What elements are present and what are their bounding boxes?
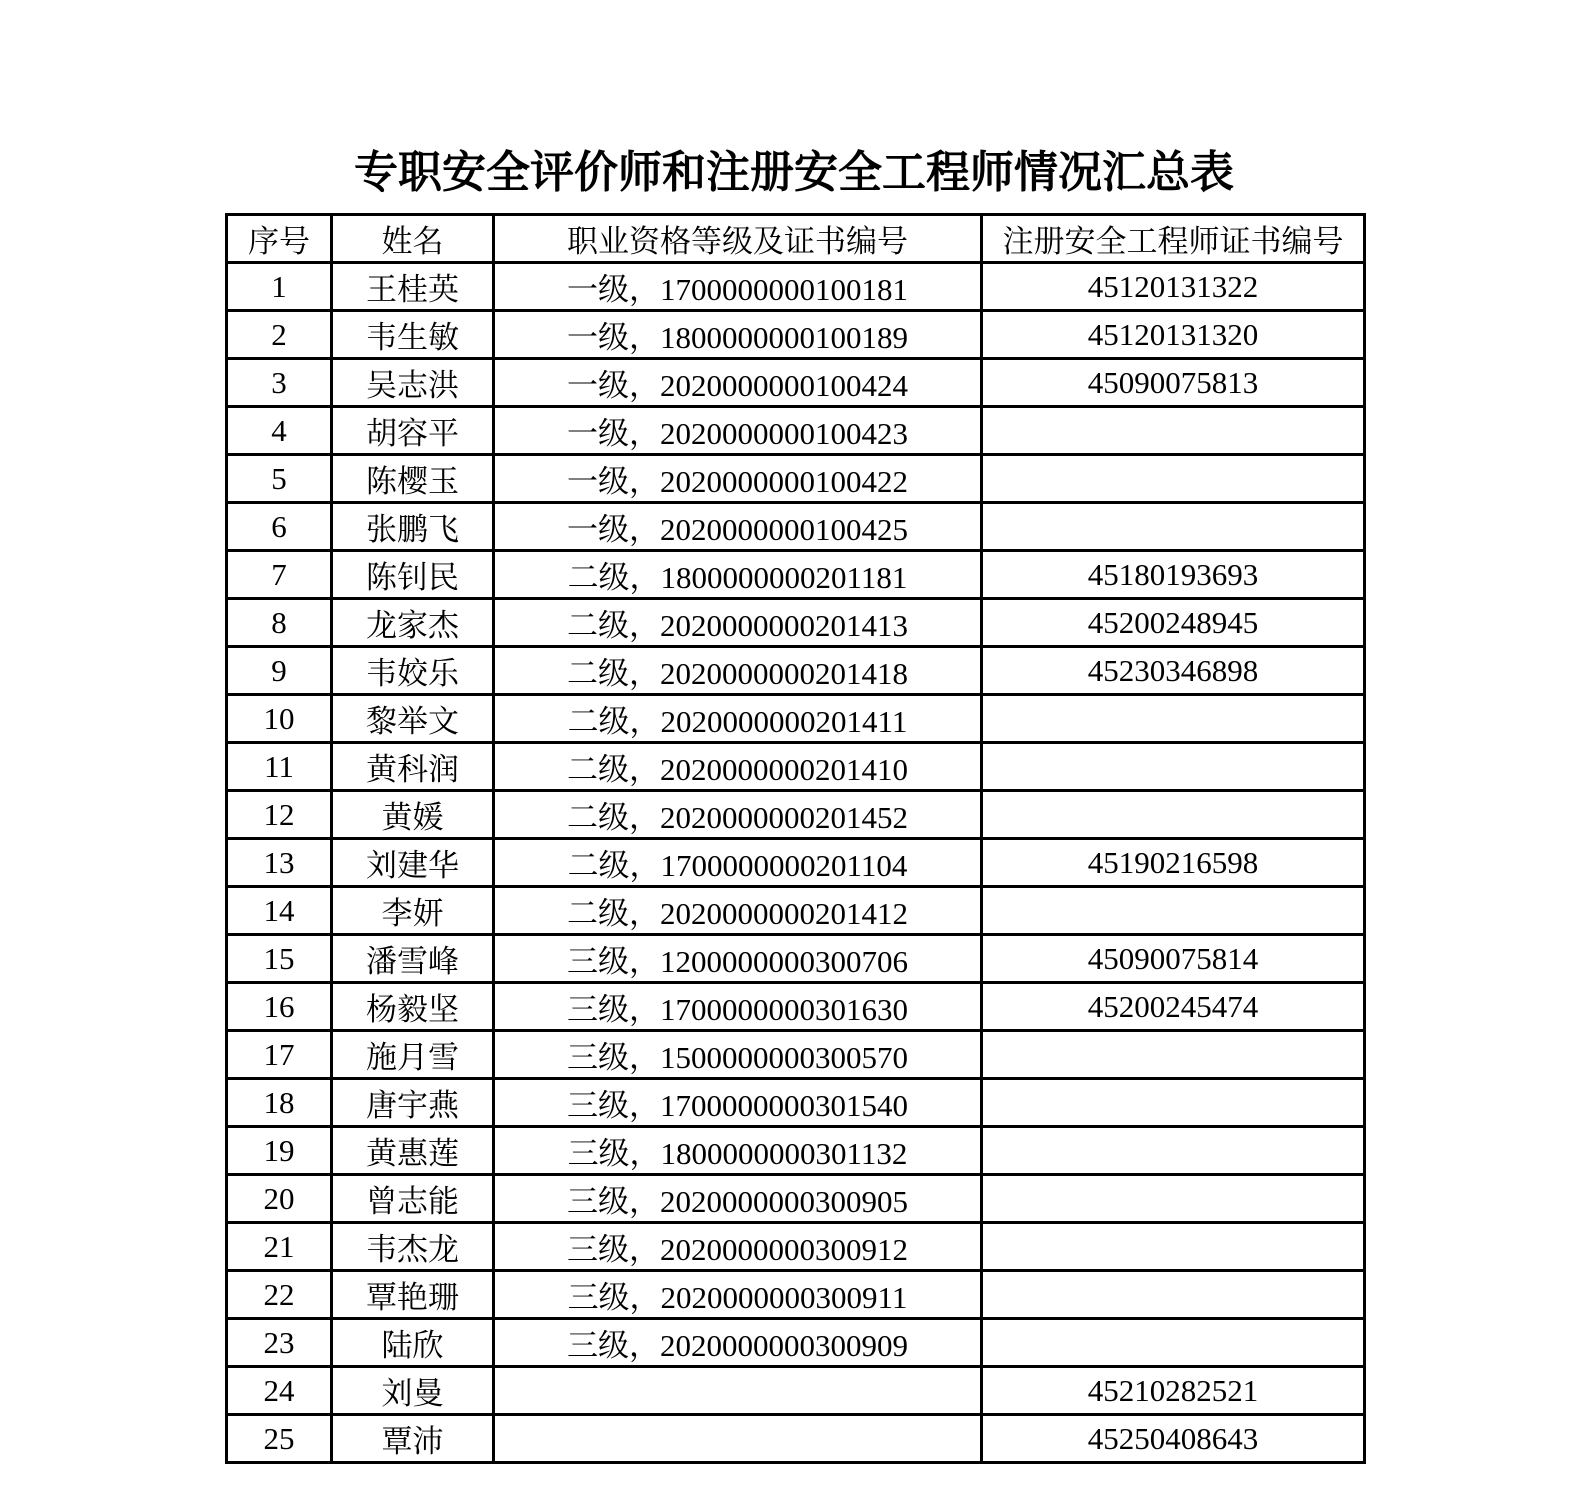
cell-qualification: 三级，2020000000300911 (494, 1271, 982, 1319)
cell-name: 李妍 (332, 887, 494, 935)
header-name: 姓名 (332, 215, 494, 263)
cell-qualification: 一级，1700000000100181 (494, 263, 982, 311)
table-row (227, 407, 1365, 455)
table-row (227, 983, 1365, 1031)
cell-no: 22 (227, 1271, 332, 1319)
cell-registration (982, 407, 1365, 455)
table-row (227, 743, 1365, 791)
cell-qualification: 一级，2020000000100424 (494, 359, 982, 407)
cell-registration: 45090075813 (982, 359, 1365, 407)
table-row (227, 695, 1365, 743)
cell-qualification: 三级，1500000000300570 (494, 1031, 982, 1079)
table-row (227, 1319, 1365, 1367)
cell-qualification: 二级，2020000000201410 (494, 743, 982, 791)
cell-registration: 45090075814 (982, 935, 1365, 983)
cell-name: 潘雪峰 (332, 935, 494, 983)
cell-qualification: 一级，2020000000100425 (494, 503, 982, 551)
table-row (227, 935, 1365, 983)
cell-registration (982, 743, 1365, 791)
table-row (227, 263, 1365, 311)
cell-name: 陈樱玉 (332, 455, 494, 503)
cell-no: 20 (227, 1175, 332, 1223)
cell-no: 2 (227, 311, 332, 359)
cell-qualification: 三级，1800000000301132 (494, 1127, 982, 1175)
table-row (227, 647, 1365, 695)
cell-qualification: 三级，1700000000301540 (494, 1079, 982, 1127)
cell-name: 黎举文 (332, 695, 494, 743)
cell-registration (982, 887, 1365, 935)
table-row (227, 791, 1365, 839)
cell-no: 10 (227, 695, 332, 743)
cell-registration: 45200245474 (982, 983, 1365, 1031)
summary-table (225, 213, 1366, 1464)
cell-name: 黄媛 (332, 791, 494, 839)
cell-qualification: 二级，2020000000201418 (494, 647, 982, 695)
cell-qualification: 一级，2020000000100422 (494, 455, 982, 503)
cell-qualification (494, 1367, 982, 1415)
cell-registration: 45210282521 (982, 1367, 1365, 1415)
cell-no: 15 (227, 935, 332, 983)
table-body (227, 263, 1365, 1463)
cell-registration: 45180193693 (982, 551, 1365, 599)
table-row (227, 551, 1365, 599)
table-row (227, 1079, 1365, 1127)
table-row (227, 887, 1365, 935)
cell-no: 14 (227, 887, 332, 935)
cell-name: 韦姣乐 (332, 647, 494, 695)
cell-registration: 45200248945 (982, 599, 1365, 647)
table-row (227, 1223, 1365, 1271)
cell-no: 12 (227, 791, 332, 839)
cell-registration (982, 1319, 1365, 1367)
table-row (227, 599, 1365, 647)
cell-no: 7 (227, 551, 332, 599)
cell-no: 5 (227, 455, 332, 503)
cell-name: 韦生敏 (332, 311, 494, 359)
cell-registration (982, 1223, 1365, 1271)
table-row (227, 1367, 1365, 1415)
cell-qualification: 一级，1800000000100189 (494, 311, 982, 359)
cell-name: 唐宇燕 (332, 1079, 494, 1127)
cell-qualification (494, 1415, 982, 1463)
cell-qualification: 一级，2020000000100423 (494, 407, 982, 455)
cell-qualification: 二级，1700000000201104 (494, 839, 982, 887)
cell-registration (982, 1127, 1365, 1175)
table-row (227, 1175, 1365, 1223)
cell-qualification: 二级，2020000000201452 (494, 791, 982, 839)
cell-qualification: 三级，1700000000301630 (494, 983, 982, 1031)
cell-registration: 45120131320 (982, 311, 1365, 359)
cell-registration (982, 503, 1365, 551)
cell-no: 23 (227, 1319, 332, 1367)
cell-qualification: 二级，2020000000201413 (494, 599, 982, 647)
cell-no: 6 (227, 503, 332, 551)
cell-no: 17 (227, 1031, 332, 1079)
table-row (227, 455, 1365, 503)
cell-name: 覃艳珊 (332, 1271, 494, 1319)
cell-registration (982, 791, 1365, 839)
cell-qualification: 三级，2020000000300905 (494, 1175, 982, 1223)
cell-name: 龙家杰 (332, 599, 494, 647)
cell-no: 11 (227, 743, 332, 791)
cell-qualification: 三级，2020000000300909 (494, 1319, 982, 1367)
cell-name: 韦杰龙 (332, 1223, 494, 1271)
cell-no: 24 (227, 1367, 332, 1415)
cell-name: 黄惠莲 (332, 1127, 494, 1175)
cell-registration (982, 1271, 1365, 1319)
cell-name: 胡容平 (332, 407, 494, 455)
table-row (227, 359, 1365, 407)
cell-name: 陈钊民 (332, 551, 494, 599)
cell-name: 黄科润 (332, 743, 494, 791)
cell-name: 杨毅坚 (332, 983, 494, 1031)
header-qualification: 职业资格等级及证书编号 (494, 215, 982, 263)
cell-qualification: 三级，2020000000300912 (494, 1223, 982, 1271)
cell-registration (982, 455, 1365, 503)
table-row (227, 839, 1365, 887)
table-header-row (227, 215, 1365, 263)
cell-name: 张鹏飞 (332, 503, 494, 551)
cell-name: 王桂英 (332, 263, 494, 311)
cell-name: 曾志能 (332, 1175, 494, 1223)
cell-no: 8 (227, 599, 332, 647)
cell-name: 刘曼 (332, 1367, 494, 1415)
cell-name: 覃沛 (332, 1415, 494, 1463)
cell-registration (982, 1031, 1365, 1079)
cell-no: 16 (227, 983, 332, 1031)
table-row (227, 1127, 1365, 1175)
header-registration: 注册安全工程师证书编号 (982, 215, 1365, 263)
cell-registration (982, 695, 1365, 743)
cell-name: 吴志洪 (332, 359, 494, 407)
cell-no: 13 (227, 839, 332, 887)
cell-registration: 45250408643 (982, 1415, 1365, 1463)
table-row (227, 311, 1365, 359)
cell-name: 陆欣 (332, 1319, 494, 1367)
cell-no: 19 (227, 1127, 332, 1175)
cell-no: 3 (227, 359, 332, 407)
table-row (227, 1415, 1365, 1463)
cell-no: 21 (227, 1223, 332, 1271)
cell-no: 4 (227, 407, 332, 455)
cell-registration (982, 1079, 1365, 1127)
table-row (227, 503, 1365, 551)
header-no: 序号 (227, 215, 332, 263)
cell-no: 18 (227, 1079, 332, 1127)
cell-qualification: 二级，2020000000201412 (494, 887, 982, 935)
page-title: 专职安全评价师和注册安全工程师情况汇总表 (354, 148, 1234, 197)
table-row (227, 1031, 1365, 1079)
cell-registration (982, 1175, 1365, 1223)
cell-qualification: 二级，2020000000201411 (494, 695, 982, 743)
cell-no: 25 (227, 1415, 332, 1463)
cell-registration: 45120131322 (982, 263, 1365, 311)
cell-name: 施月雪 (332, 1031, 494, 1079)
cell-no: 9 (227, 647, 332, 695)
cell-qualification: 二级，1800000000201181 (494, 551, 982, 599)
table-row (227, 1271, 1365, 1319)
cell-registration: 45190216598 (982, 839, 1365, 887)
cell-no: 1 (227, 263, 332, 311)
cell-registration: 45230346898 (982, 647, 1365, 695)
cell-name: 刘建华 (332, 839, 494, 887)
cell-qualification: 三级，1200000000300706 (494, 935, 982, 983)
